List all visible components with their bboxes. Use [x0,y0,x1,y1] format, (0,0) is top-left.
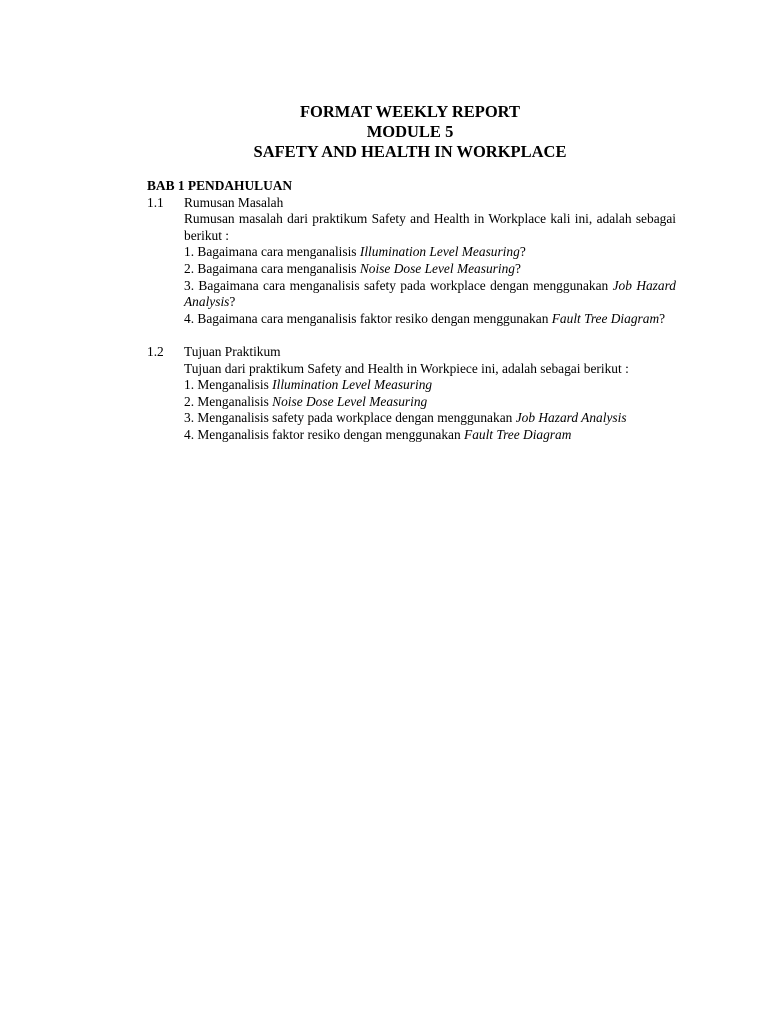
report-body [147,178,677,444]
item-text: 3. Menganalisis safety pada workplace dengan menggunakan [184,410,516,426]
item-emphasis: Noise Dose Level Measuring [359,260,515,276]
item-text: 3. Bagaimana cara menganalisis safety pada workplace dengan menggunakan [184,277,613,293]
item-suffix: ? [514,260,521,276]
item-emphasis: Job Hazard Analysis [515,410,627,426]
item-text: 4. Menganalisis faktor resiko dengan menggunakan [184,426,465,442]
section-heading [147,195,677,212]
item-text: 4. Bagaimana cara menganalisis faktor resiko dengan menggunakan [184,310,552,326]
list-item [184,244,676,261]
item-emphasis: Fault Tree Diagram [551,310,660,326]
item-emphasis: Noise Dose Level Measuring [272,393,428,409]
item-text: 1. Menganalisis [184,377,273,393]
chapter-heading: BAB 1 PENDAHULUAN [147,178,293,193]
section-intro: Tujuan dari praktikum Safety and Health in Workpiece ini, adalah sebagai berikut : [184,360,629,376]
list-item [184,377,676,394]
item-suffix: ? [659,310,666,326]
item-emphasis: Illumination Level Measuring [359,244,520,260]
list-item [184,427,676,444]
list-item [184,394,676,411]
item-emphasis: Fault Tree Diagram [464,426,572,442]
list-item [184,311,676,328]
section-tujuan-praktikum [147,344,677,444]
list-item [184,410,676,427]
section-title: Tujuan Praktikum [184,343,281,359]
title-line-2: MODULE 5 [366,122,454,141]
item-text: 2. Menganalisis [184,393,273,409]
item-text: 1. Bagaimana cara menganalisis [184,244,360,260]
section-content [184,211,676,327]
title-line-3: SAFETY AND HEALTH IN WORKPLACE [253,142,567,161]
item-suffix: ? [519,244,526,260]
section-heading [147,344,677,361]
title-line-1: FORMAT WEEKLY REPORT [299,102,521,121]
section-number: 1.1 [147,194,164,210]
list-item [184,261,676,278]
list-item [184,278,676,311]
item-emphasis: Job Hazard Analysis [184,277,676,310]
section-number: 1.2 [147,343,164,359]
item-emphasis: Illumination Level Measuring [272,377,433,393]
item-text: 2. Bagaimana cara menganalisis [184,260,360,276]
section-intro: Rumusan masalah dari praktikum Safety and Health in Workplace kali ini, adalah sebagai berikut : [184,211,676,243]
section-content [184,361,676,444]
item-suffix: ? [229,294,236,310]
section-rumusan-masalah [147,195,677,328]
report-title [0,102,768,162]
section-title: Rumusan Masalah [184,194,284,210]
